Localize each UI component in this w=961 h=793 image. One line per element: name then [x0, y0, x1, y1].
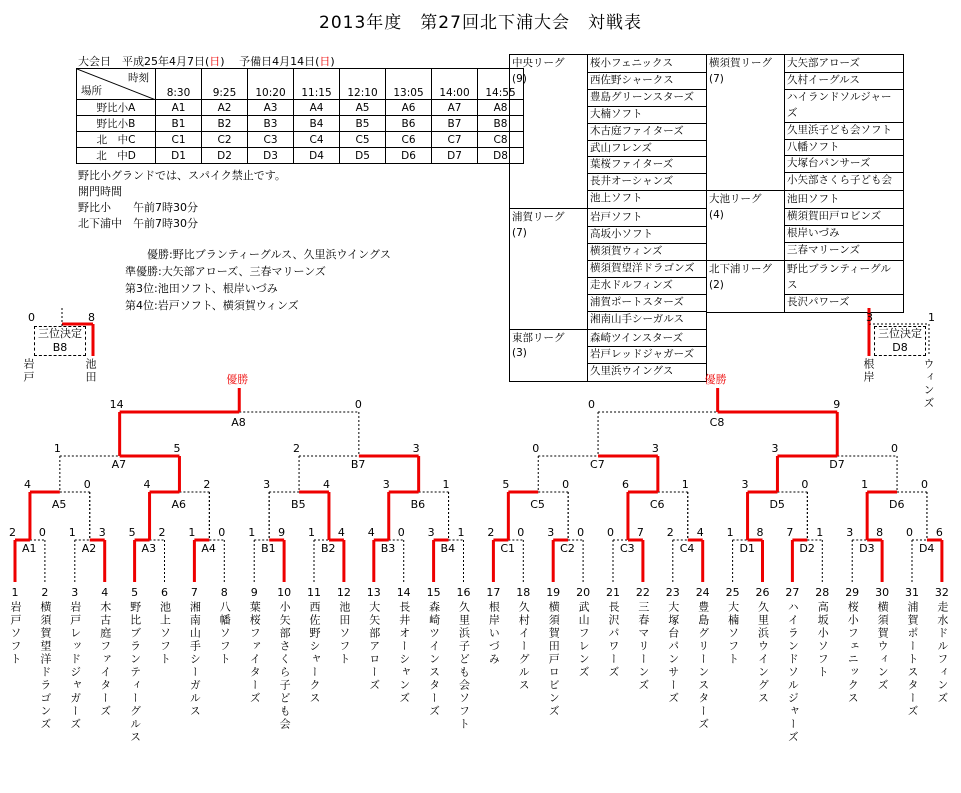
game-cell: A1 [156, 100, 202, 116]
league-team: 池上ソフト [590, 192, 643, 205]
game-cell: A8 [478, 100, 524, 116]
score: 3 [412, 442, 420, 455]
league-team: 岩戸レッドジャガーズ [588, 347, 706, 364]
score: 2 [158, 526, 166, 539]
league-team: 久里浜子ども会ソフト [785, 123, 903, 140]
score: 1 [308, 526, 315, 539]
league-team: 久里浜ウイングス [590, 365, 674, 378]
venue-cell: 野比小B [77, 116, 156, 132]
team-name: 大塚台パンサーズ [666, 601, 680, 705]
score: 1 [816, 526, 824, 539]
score: 4 [23, 478, 31, 491]
game-cell: B4 [294, 116, 340, 132]
score: 0 [920, 478, 928, 491]
team-name: 八幡ソフト [218, 601, 232, 666]
score: 8 [756, 526, 764, 539]
team-number: 26 [755, 586, 770, 599]
score: 9 [278, 526, 286, 539]
match-code: C3 [619, 542, 635, 555]
team-name: 武山フレンズ [577, 601, 591, 679]
score: 2 [293, 442, 301, 455]
score: 6 [621, 478, 629, 491]
team-name: 森崎ツインスターズ [427, 601, 441, 718]
league-team: 森崎ツインスターズ [588, 331, 706, 348]
match-code: A3 [141, 542, 157, 555]
match-code: B2 [320, 542, 336, 555]
league-team: 高坂小ソフト [588, 227, 706, 244]
team-name: 小矢部さくら子ども会 [278, 601, 292, 731]
score: 2 [203, 478, 211, 491]
time-header: 10:20 [248, 69, 294, 100]
league-team: 八幡ソフト [785, 140, 903, 157]
notes: 野比小グランドでは、スパイク禁止です。 開門時間 野比小 午前7時30分 北下浦中 午前7時30分 [78, 169, 286, 230]
match-code: B6 [410, 498, 426, 511]
game-cell: B3 [248, 116, 294, 132]
third-team-name: 岩戸 [22, 358, 35, 384]
league-name: 横須賀リーグ (7) [707, 55, 785, 191]
team-number: 9 [250, 586, 258, 599]
score: 0 [532, 442, 540, 455]
game-cell: C2 [202, 132, 248, 148]
team-number: 19 [546, 586, 561, 599]
game-cell: D4 [294, 148, 340, 164]
league-team: 根岸いづみ [785, 226, 903, 243]
league-team: ハイランドソルジャーズ [785, 90, 903, 123]
game-cell: C1 [156, 132, 202, 148]
score: 0 [801, 478, 809, 491]
team-name: 桜小フェニックス [846, 601, 860, 705]
league-team: 大塚台パンサーズ [785, 156, 903, 173]
score: 1 [68, 526, 76, 539]
score: 0 [38, 526, 46, 539]
page-title: 2013年度 第27回北下浦大会 対戦表 [319, 13, 642, 33]
third-team-name: 根岸 [862, 358, 875, 384]
team-name: 長井オーシャンズ [397, 601, 411, 705]
league-name: 浦賀リーグ (7) [510, 209, 588, 329]
venue-cell: 北 中D [77, 148, 156, 164]
team-number: 11 [307, 586, 321, 599]
team-name: 西佐野シャークス [308, 601, 321, 705]
score: 0 [83, 478, 91, 491]
team-number: 16 [456, 586, 471, 599]
game-cell: C8 [478, 132, 524, 148]
score: 3 [263, 478, 271, 491]
team-name: ハイランドソルジャーズ [786, 601, 800, 744]
game-cell: C4 [294, 132, 340, 148]
team-number: 29 [845, 586, 860, 599]
team-name: 浦賀ポートスターズ [906, 601, 919, 718]
league-name: 東部リーグ (3) [510, 329, 588, 382]
team-number: 8 [220, 586, 228, 599]
league-team: 大楠ソフト [588, 107, 706, 124]
score: 0 [218, 526, 226, 539]
game-cell: B1 [156, 116, 202, 132]
score: 3 [866, 311, 873, 324]
team-number: 21 [606, 586, 620, 599]
league-team: 三春マリーンズ [787, 243, 860, 256]
venue-cell: 野比小A [77, 100, 156, 116]
league-team: 小矢部さくら子ども会 [787, 174, 892, 187]
champion-label: 優勝 [704, 373, 727, 386]
game-cell: B2 [202, 116, 248, 132]
score: 1 [53, 442, 61, 455]
game-cell: B6 [386, 116, 432, 132]
time-header: 13:05 [386, 69, 432, 100]
third-place-box: 三位決定 B8 [34, 326, 86, 356]
team-name: 豊島グリーンスターズ [696, 601, 710, 731]
score: 3 [382, 478, 390, 491]
score: 3 [846, 526, 854, 539]
game-cell: A5 [340, 100, 386, 116]
score: 7 [636, 526, 644, 539]
score: 0 [588, 398, 596, 411]
game-cell: D5 [340, 148, 386, 164]
team-number: 28 [815, 586, 830, 599]
game-cell: D8 [478, 148, 524, 164]
league-name: 大池リーグ (4) [707, 191, 785, 261]
league-team: 葉桜ファイターズ [588, 157, 706, 174]
score: 5 [502, 478, 510, 491]
game-cell: A2 [202, 100, 248, 116]
match-code: C7 [590, 458, 605, 471]
score: 4 [696, 526, 704, 539]
game-cell: B7 [432, 116, 478, 132]
match-code: B3 [380, 542, 396, 555]
team-number: 30 [875, 586, 890, 599]
match-code: D2 [799, 542, 815, 555]
team-name: 湘南山手シーガルス [188, 601, 202, 718]
league-team: 走水ドルフィンズ [588, 278, 706, 295]
team-name: 大楠ソフト [726, 601, 740, 666]
score: 4 [337, 526, 345, 539]
score: 9 [833, 398, 841, 411]
score: 1 [188, 526, 196, 539]
league-team: 浦賀ポートスターズ [588, 295, 706, 312]
team-number: 12 [336, 586, 351, 599]
time-header: 14:55 [478, 69, 524, 100]
league-team: 野比ブランティーグルス [785, 262, 903, 295]
team-name: 横須賀ウィンズ [876, 601, 890, 692]
league-team: 横須賀望洋ドラゴンズ [588, 261, 706, 278]
match-code: C4 [679, 542, 695, 555]
match-code: D1 [739, 542, 756, 555]
team-number: 1 [11, 586, 19, 599]
time-header: 9:25 [202, 69, 248, 100]
match-code: A8 [231, 416, 246, 429]
time-header: 11:15 [294, 69, 340, 100]
match-code: B7 [350, 458, 366, 471]
score: 1 [681, 478, 689, 491]
team-number: 3 [71, 586, 79, 599]
team-number: 4 [101, 586, 109, 599]
score: 3 [547, 526, 555, 539]
score: 0 [577, 526, 585, 539]
score: 2 [666, 526, 674, 539]
team-number: 10 [277, 586, 292, 599]
score: 3 [427, 526, 435, 539]
game-cell: A6 [386, 100, 432, 116]
score: 2 [9, 526, 16, 539]
team-number: 22 [635, 586, 650, 599]
team-number: 27 [785, 586, 800, 599]
score: 6 [935, 526, 943, 539]
team-number: 7 [190, 586, 198, 599]
team-name: 久村イーグルス [517, 601, 531, 692]
match-code: C8 [709, 416, 725, 429]
score: 14 [109, 398, 124, 411]
score: 1 [726, 526, 734, 539]
team-number: 17 [486, 586, 501, 599]
league-team: 木古庭ファイターズ [588, 124, 706, 141]
match-code: B4 [440, 542, 456, 555]
score: 3 [651, 442, 659, 455]
team-name: 池上ソフト [158, 601, 172, 666]
score: 3 [771, 442, 779, 455]
team-name: 岩戸レッドジャガーズ [68, 601, 82, 731]
league-team: 湘南山手シーガルス [590, 312, 684, 325]
team-name: 高坂小ソフト [816, 601, 830, 679]
score: 2 [487, 526, 495, 539]
game-cell: C5 [340, 132, 386, 148]
game-cell: C3 [248, 132, 294, 148]
score: 3 [98, 526, 106, 539]
team-name: 三春マリーンズ [636, 601, 650, 692]
team-name: 岩戸ソフト [9, 601, 22, 666]
score: 4 [143, 478, 151, 491]
score: 3 [741, 478, 749, 491]
team-name: 木古庭ファイターズ [98, 601, 112, 718]
match-code: D6 [889, 498, 905, 511]
league-team: 岩戸ソフト [588, 210, 706, 227]
team-name: 大矢部アローズ [367, 601, 381, 692]
third-place-box: 三位決定 D8 [874, 326, 926, 356]
game-cell: C7 [432, 132, 478, 148]
score: 5 [173, 442, 181, 455]
league-team: 横須賀ウィンズ [588, 244, 706, 261]
team-name: 池田ソフト [337, 601, 351, 666]
team-number: 23 [665, 586, 680, 599]
score: 8 [876, 526, 884, 539]
league-team: 豊島グリーンスターズ [588, 90, 706, 107]
team-name: 長沢パワーズ [607, 601, 620, 679]
team-number: 5 [131, 586, 139, 599]
score: 1 [248, 526, 256, 539]
score: 4 [322, 478, 330, 491]
match-code: A7 [111, 458, 127, 471]
team-number: 24 [695, 586, 710, 599]
match-code: A1 [21, 542, 37, 555]
match-code: A4 [201, 542, 216, 555]
league-team: 横須賀田戸ロビンズ [785, 209, 903, 226]
team-name: 走水ドルフィンズ [935, 601, 949, 705]
match-code: A2 [81, 542, 97, 555]
match-code: D3 [859, 542, 875, 555]
match-code: B1 [261, 542, 276, 555]
match-code: C5 [530, 498, 545, 511]
score: 5 [128, 526, 136, 539]
third-team-name: ウィンズ [922, 358, 935, 410]
game-cell: A4 [294, 100, 340, 116]
team-name: 野比ブランティーグルス [128, 601, 142, 744]
game-cell: D1 [156, 148, 202, 164]
game-cell: D7 [432, 148, 478, 164]
score: 1 [457, 526, 465, 539]
league-team: 桜小フェニックス [588, 56, 706, 73]
team-number: 15 [426, 586, 441, 599]
team-name: 葉桜ファイターズ [248, 601, 262, 705]
game-cell: B8 [478, 116, 524, 132]
team-name: 久里浜子ども会ソフト [457, 601, 471, 731]
score: 0 [607, 526, 614, 539]
final-results: 優勝:野比ブランティーグルス、久里浜ウイングス 準優勝:大矢部アローズ、三春マリーンズ 第3位:池田ソフト、根岸いづみ 第4位:岩戸ソフト、横須賀ウィンズ [125, 248, 391, 312]
score: 0 [517, 526, 525, 539]
league-team: 武山フレンズ [588, 141, 706, 158]
match-code: D7 [829, 458, 845, 471]
team-number: 14 [396, 586, 411, 599]
team-name: 久里浜ウイングス [756, 601, 770, 705]
team-number: 13 [366, 586, 381, 599]
league-team: 長沢パワーズ [787, 295, 850, 308]
score: 7 [786, 526, 794, 539]
match-code: C6 [649, 498, 665, 511]
game-cell: C6 [386, 132, 432, 148]
score: 0 [562, 478, 570, 491]
league-team: 西佐野シャークス [588, 73, 706, 90]
match-code: B5 [291, 498, 306, 511]
match-code: C2 [560, 542, 575, 555]
game-cell: B5 [340, 116, 386, 132]
game-cell: D2 [202, 148, 248, 164]
score: 0 [397, 526, 405, 539]
schedule-corner: 時刻 場所 [77, 69, 156, 100]
match-code: A5 [51, 498, 67, 511]
champion-label: 優勝 [226, 373, 249, 386]
team-number: 32 [934, 586, 949, 599]
team-number: 25 [725, 586, 740, 599]
score: 4 [367, 526, 375, 539]
score: 8 [88, 311, 95, 324]
score: 0 [906, 526, 913, 539]
score: 0 [891, 442, 899, 455]
match-code: C1 [500, 542, 516, 555]
league-team: 久村イーグルス [785, 73, 903, 90]
match-code: A6 [171, 498, 186, 511]
time-header: 14:00 [432, 69, 478, 100]
time-header: 8:30 [156, 69, 202, 100]
league-team: 大矢部アローズ [785, 56, 903, 73]
team-number: 20 [576, 586, 591, 599]
team-number: 6 [161, 586, 168, 599]
league-team: 池田ソフト [785, 192, 903, 209]
match-code: D4 [918, 542, 935, 555]
game-cell: A7 [432, 100, 478, 116]
time-header: 12:10 [340, 69, 386, 100]
event-dates: 大会日 平成25年4月7日(日) 予備日4月14日(日) [78, 55, 335, 68]
team-name: 横須賀望洋ドラゴンズ [38, 601, 52, 731]
game-cell: A3 [248, 100, 294, 116]
team-name: 横須賀田戸ロビンズ [547, 601, 561, 718]
score: 1 [861, 478, 869, 491]
match-code: D5 [769, 498, 785, 511]
league-name: 中央リーグ (9) [510, 55, 588, 209]
league-name: 北下浦リーグ (2) [707, 260, 785, 312]
team-number: 31 [905, 586, 919, 599]
third-team-name: 池田 [84, 358, 97, 384]
team-name: 根岸いづみ [487, 601, 501, 666]
score: 1 [442, 478, 450, 491]
venue-cell: 北 中C [77, 132, 156, 148]
score: 0 [28, 311, 35, 324]
score: 1 [928, 311, 935, 324]
team-number: 2 [41, 586, 49, 599]
team-number: 18 [516, 586, 531, 599]
game-cell: D6 [386, 148, 432, 164]
score: 0 [354, 398, 362, 411]
game-cell: D3 [248, 148, 294, 164]
league-team: 長井オーシャンズ [588, 174, 706, 191]
